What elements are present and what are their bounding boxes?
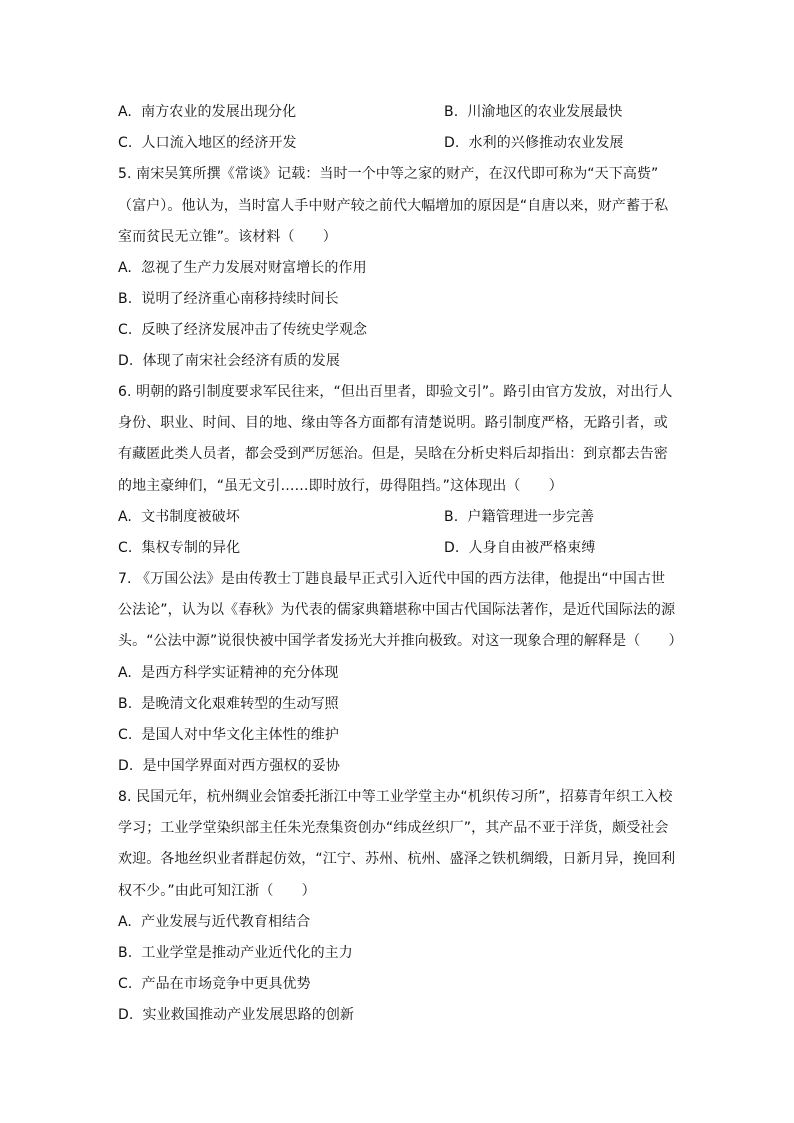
q6-option-d[interactable] (444, 538, 595, 558)
option-text: 文书制度被破坏 (141, 509, 240, 525)
q8-option-a[interactable] (118, 912, 310, 932)
q7-option-a[interactable] (118, 663, 339, 683)
option-key: A. (118, 914, 132, 930)
q6-stem-line: 有藏匿此类人员者，都会受到严厉惩治。但是，吴晗在分析史料后却指出：到京都去告密 (118, 446, 668, 462)
option-text: 户籍管理进一步完善 (467, 509, 595, 525)
q5-option-d[interactable] (118, 351, 340, 371)
option-key: C. (118, 322, 133, 338)
option-key: B. (444, 509, 459, 525)
option-key: A. (118, 665, 132, 681)
option-key: A. (118, 509, 132, 525)
q4-option-d[interactable] (444, 133, 624, 153)
q5-option-c[interactable] (118, 320, 367, 340)
q7-stem-line: 公法论”，认为以《春秋》为代表的儒家典籍堪称中国古代国际法著作，是近代国际法的源 (118, 602, 676, 618)
q5-stem-line: 5. 南宋吴箕所撰《常谈》记载：当时一个中等之家的财产，在汉代即可称为“天下高赀” (118, 166, 659, 182)
option-key: B. (444, 104, 459, 120)
option-text: 工业学堂是推动产业近代化的主力 (141, 945, 353, 961)
option-text: 集权专制的异化 (141, 540, 241, 556)
option-key: A. (118, 260, 132, 276)
option-text: 反映了经济发展冲击了传统史学观念 (141, 322, 368, 338)
q5-stem-line: 室而贫民无立锥”。该材料（ ） (118, 229, 337, 245)
q6-stem-line: 身份、职业、时间、目的地、缘由等各方面都有清楚说明。路引制度严格，无路引者，或 (118, 415, 668, 431)
q4-option-a[interactable] (118, 102, 296, 122)
q8-option-b[interactable] (118, 943, 353, 963)
option-key: D. (118, 353, 134, 369)
option-key: D. (444, 540, 460, 556)
option-key: B. (118, 945, 133, 961)
q8-stem-line: 权不少。”由此可知江浙（ ） (118, 883, 316, 899)
q8-option-d[interactable] (118, 1005, 354, 1025)
option-key: B. (118, 291, 133, 307)
q7-stem-line: 7. 《万国公法》是由传教士丁韪良最早正式引入近代中国的西方法律，他提出“中国古世 (118, 571, 666, 587)
option-text: 南方农业的发展出现分化 (141, 104, 297, 120)
q4-option-c[interactable] (118, 133, 297, 153)
q7-option-c[interactable] (118, 725, 339, 745)
option-text: 体现了南宋社会经济有质的发展 (142, 353, 340, 369)
option-text: 是晚清文化艰难转型的生动写照 (141, 696, 339, 712)
option-key: C. (118, 135, 133, 151)
q8-stem-line: 欢迎。各地丝织业者群起仿效，“江宁、苏州、杭州、盛泽之铁机绸缎，日新月异，挽回利 (118, 851, 676, 867)
q6-stem-line: 的地主豪绅们，“虽无文引……即时放行，毋得阻挡。”这体现出（ ） (118, 478, 563, 494)
option-text: 产品在市场竞争中更具优势 (141, 976, 311, 992)
option-key: D. (118, 1007, 134, 1023)
option-text: 人口流入地区的经济开发 (141, 135, 297, 151)
q7-option-d[interactable] (118, 756, 340, 776)
option-text: 实业救国推动产业发展思路的创新 (142, 1007, 355, 1023)
q7-option-b[interactable] (118, 694, 339, 714)
q6-stem-line: 6. 明朝的路引制度要求军民往来，“但出百里者，即验文引”。路引由官方发放，对出行人 (118, 384, 673, 400)
option-key: C. (118, 976, 133, 992)
q5-option-b[interactable] (118, 289, 339, 309)
q6-option-b[interactable] (444, 507, 594, 527)
q8-stem-line: 学习；工业学堂染织部主任朱光焘集资创办“纬成丝织厂”，其产品不亚于洋货，颇受社会 (118, 820, 669, 836)
option-key: B. (118, 696, 133, 712)
q6-option-c[interactable] (118, 538, 240, 558)
option-key: A. (118, 104, 132, 120)
option-key: C. (118, 727, 133, 743)
option-text: 人身自由被严格束缚 (468, 540, 596, 556)
option-text: 产业发展与近代教育相结合 (141, 914, 311, 930)
option-text: 川渝地区的农业发展最快 (467, 104, 623, 120)
option-text: 忽视了生产力发展对财富增长的作用 (141, 260, 367, 276)
option-text: 是国人对中华文化主体性的维护 (141, 727, 339, 743)
option-text: 说明了经济重心南移持续时间长 (141, 291, 339, 307)
option-key: C. (118, 540, 133, 556)
q6-option-a[interactable] (118, 507, 240, 527)
option-text: 水利的兴修推动农业发展 (468, 135, 624, 151)
option-key: D. (118, 758, 134, 774)
option-text: 是西方科学实证精神的充分体现 (141, 665, 339, 681)
q7-stem-line: 头。“公法中源”说很快被中国学者发扬光大并推向极致。对这一现象合理的解释是（ ） (118, 633, 683, 649)
q5-stem-line: （富户）。他认为，当时富人手中财产较之前代大幅增加的原因是“自唐以来，财产蓄于私 (118, 198, 669, 214)
q8-option-c[interactable] (118, 974, 311, 994)
option-text: 是中国学界面对西方强权的妥协 (142, 758, 340, 774)
q8-stem-line: 8. 民国元年，杭州绸业会馆委托浙江中等工业学堂主办“机织传习所”，招募青年织工入校 (118, 789, 673, 805)
option-key: D. (444, 135, 460, 151)
q5-option-a[interactable] (118, 258, 367, 278)
q4-option-b[interactable] (444, 102, 622, 122)
